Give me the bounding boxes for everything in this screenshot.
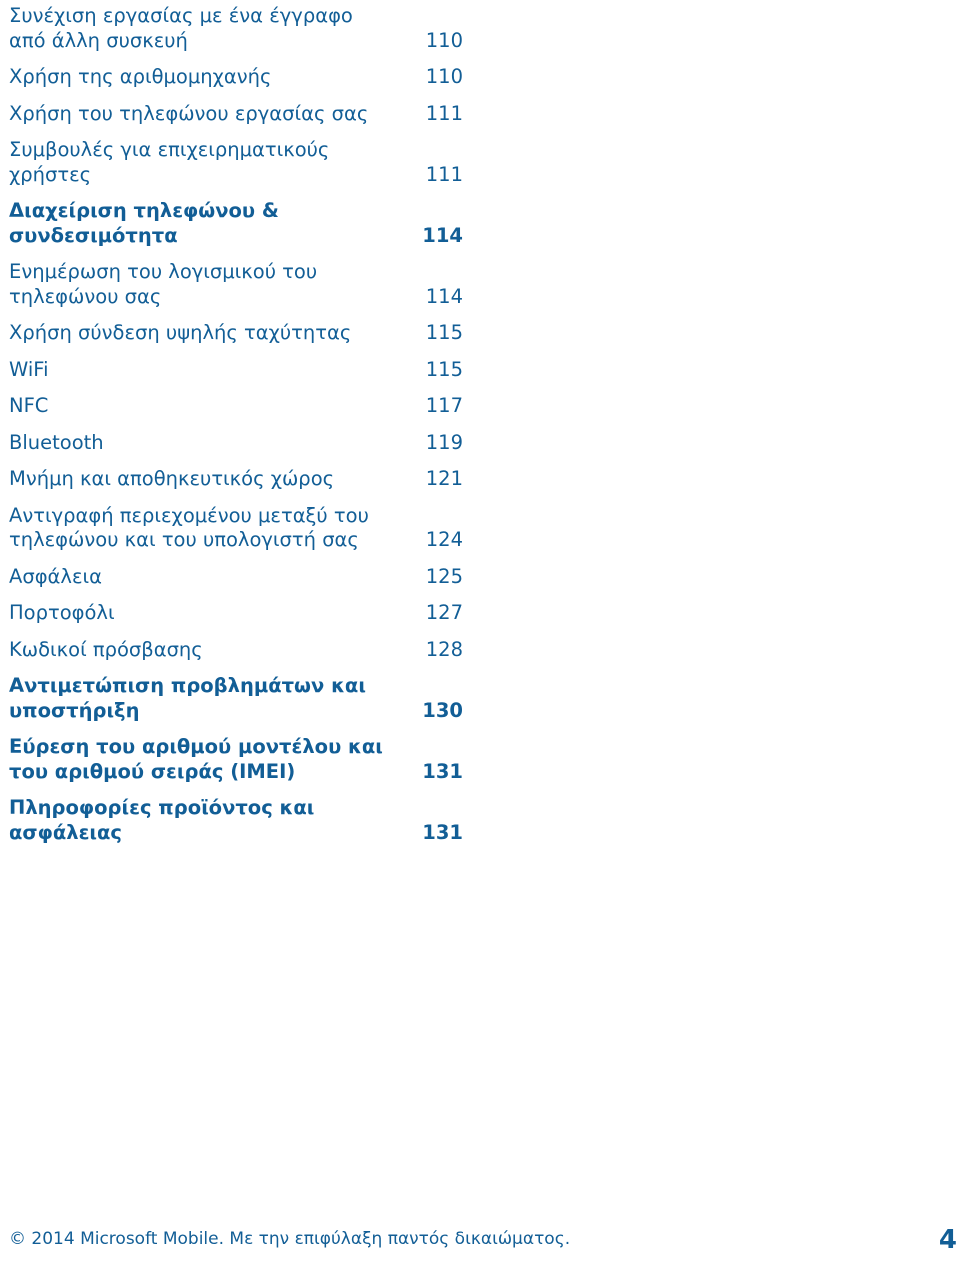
toc-entry-page: 119 (425, 430, 463, 454)
toc-entry (9, 565, 463, 590)
toc-entry-title: Εύρεση του αριθμού μοντέλου και του αριθμού σειράς (IMEI) (9, 735, 383, 783)
toc-entry-page: 131 (422, 820, 463, 844)
toc-section-heading (9, 796, 463, 845)
toc-entry-page: 110 (425, 65, 463, 88)
toc-entry-title: Χρήση της αριθμομηχανής (9, 65, 272, 88)
toc-entry-title: Αντιμετώπιση προβλημάτων και υποστήριξη (9, 674, 366, 722)
copyright-footer: © 2014 Microsoft Mobile. Με την επιφύλαξη παντός δικαιώματος. (9, 1229, 571, 1249)
toc-entry-title: Κωδικοί πρόσβασης (9, 637, 203, 661)
toc-entry-title: Χρήση σύνδεση υψηλής ταχύτητας (9, 321, 352, 344)
toc-section-heading (9, 735, 463, 784)
toc-entry-page: 117 (425, 394, 463, 417)
toc-entry-page: 121 (425, 467, 463, 490)
toc-entry-title: Διαχείριση τηλεφώνου & συνδεσιμότητα (9, 199, 279, 247)
toc-entry-title: Συνέχιση εργασίας με ένα έγγραφο από άλλη συσκευή (9, 4, 353, 52)
toc-entry-page: 128 (425, 637, 463, 661)
toc-entry-page: 124 (425, 528, 463, 551)
toc-entry-page: 114 (425, 284, 463, 308)
toc-entry-title: Bluetooth (9, 430, 104, 454)
toc-entry (9, 601, 463, 626)
toc-entry-page: 125 (425, 564, 463, 588)
toc-entry-title: WiFi (9, 357, 49, 381)
toc-entry-page: 131 (422, 759, 463, 783)
toc-entry-page: 115 (425, 321, 463, 344)
toc-entry-page: 130 (422, 698, 463, 722)
toc-entry-title: Ενημέρωση του λογισμικού του τηλεφώνου σας (9, 260, 318, 308)
toc-entry-title: Πορτοφόλι (9, 601, 115, 624)
toc-entry-title: Χρήση του τηλεφώνου εργασίας σας (9, 101, 369, 125)
toc-entry-page: 111 (425, 101, 463, 125)
toc-entry-page: 127 (425, 601, 463, 624)
toc-section-heading (9, 199, 463, 248)
toc-entry (9, 467, 463, 492)
toc-entry-title: Πληροφορίες προϊόντος και ασφάλειας (9, 796, 315, 844)
toc-entry (9, 65, 463, 90)
toc-entry-page: 115 (425, 357, 463, 381)
toc-entry-title: NFC (9, 394, 49, 417)
table-of-contents (9, 4, 463, 857)
toc-entry-page: 111 (425, 162, 463, 186)
toc-entry (9, 431, 463, 456)
toc-entry-title: Συμβουλές για επιχειρηματικούς χρήστες (9, 138, 330, 186)
toc-entry (9, 102, 463, 127)
toc-entry-page: 114 (422, 223, 463, 247)
toc-section-heading (9, 674, 463, 723)
toc-entry-title: Μνήμη και αποθηκευτικός χώρος (9, 467, 335, 490)
toc-entry-title: Ασφάλεια (9, 564, 102, 588)
toc-entry (9, 638, 463, 663)
toc-entry-title: Αντιγραφή περιεχομένου μεταξύ του τηλεφώνου και του υπολογιστή σας (9, 503, 369, 551)
toc-entry (9, 358, 463, 383)
toc-entry (9, 138, 463, 187)
toc-entry (9, 321, 463, 346)
page-number: 4 (938, 1225, 957, 1255)
toc-entry (9, 260, 463, 309)
toc-entry (9, 4, 463, 53)
toc-entry (9, 394, 463, 419)
toc-entry-page: 110 (425, 28, 463, 52)
toc-entry (9, 504, 463, 553)
